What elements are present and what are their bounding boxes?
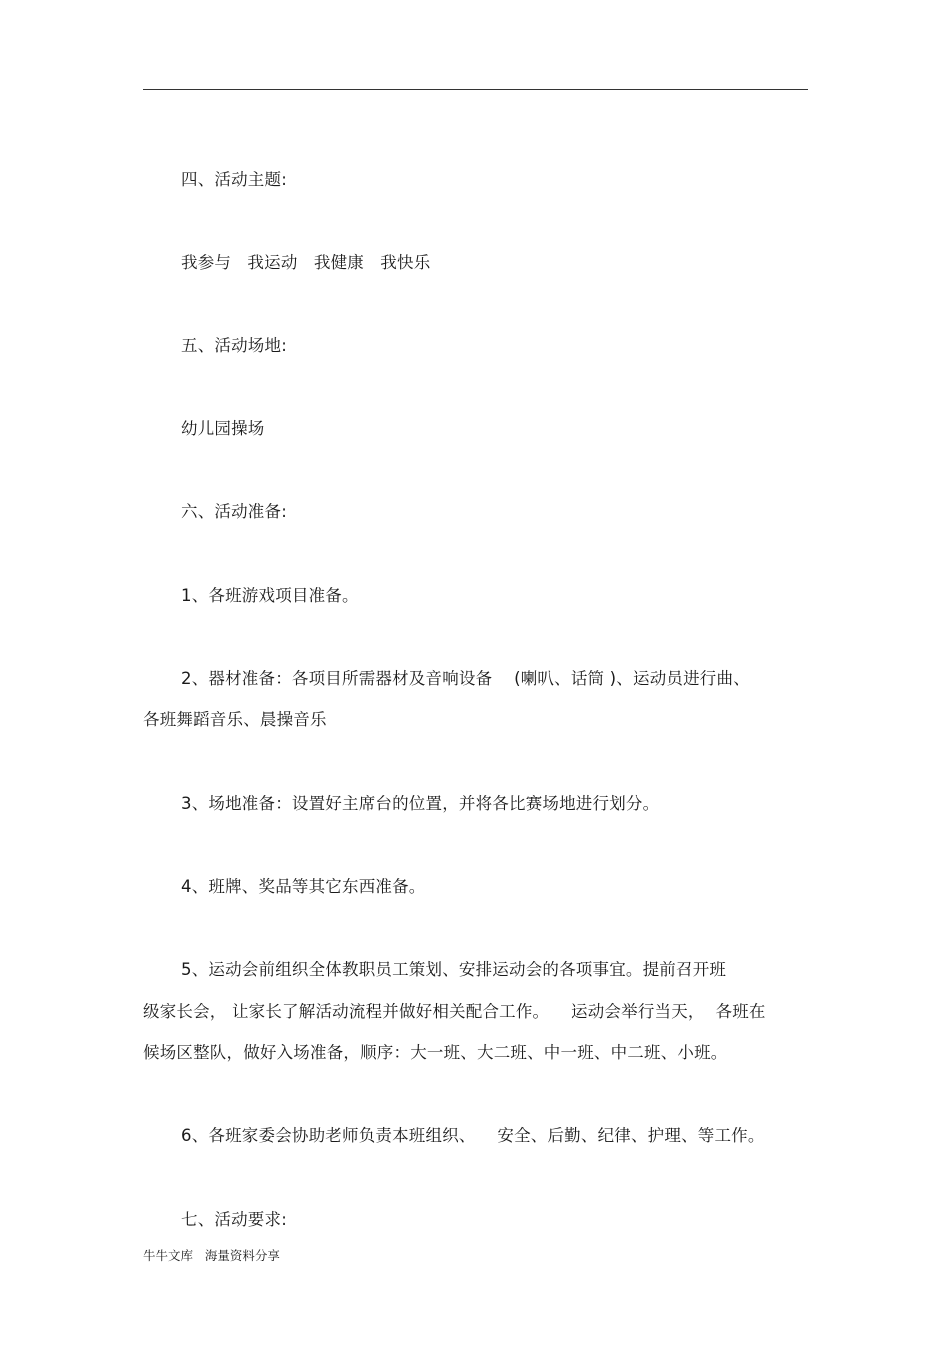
section-heading-theme: 四、活动主题: [181,170,287,189]
section-heading-venue: 五、活动场地: [181,336,287,355]
prep-item-1: 1、各班游戏项目准备。 [181,586,359,605]
prep-item-2-line-2: 各班舞蹈音乐、晨操音乐 [143,710,327,729]
prep-item-3: 3、场地准备：设置好主席台的位置，并将各比赛场地进行划分。 [181,794,660,813]
prep-item-2-line-1: 2、器材准备：各项目所需器材及音响设备 (喇叭、话筒 )、运动员进行曲、 [181,669,750,688]
header-rule [143,89,808,90]
prep-item-5-line-1: 5、运动会前组织全体教职员工策划、安排运动会的各项事宜。提前召开班 [181,960,727,979]
prep-item-6: 6、各班家委会协助老师负责本班组织、 安全、后勤、纪律、护理、等工作。 [181,1126,765,1145]
section-heading-requirements: 七、活动要求: [181,1210,287,1229]
prep-item-4: 4、班牌、奖品等其它东西准备。 [181,877,426,896]
venue-text: 幼儿园操场 [181,419,265,438]
section-heading-preparation: 六、活动准备: [181,502,287,521]
footer-text: 牛牛文库 海量资料分享 [143,1248,280,1263]
prep-item-5-line-3: 候场区整队，做好入场准备，顺序：大一班、大二班、中一班、中二班、小班。 [143,1043,728,1062]
prep-item-5-line-2: 级家长会， 让家长了解活动流程并做好相关配合工作。 运动会举行当天， 各班在 [143,1002,766,1021]
theme-text: 我参与 我运动 我健康 我快乐 [181,253,431,272]
